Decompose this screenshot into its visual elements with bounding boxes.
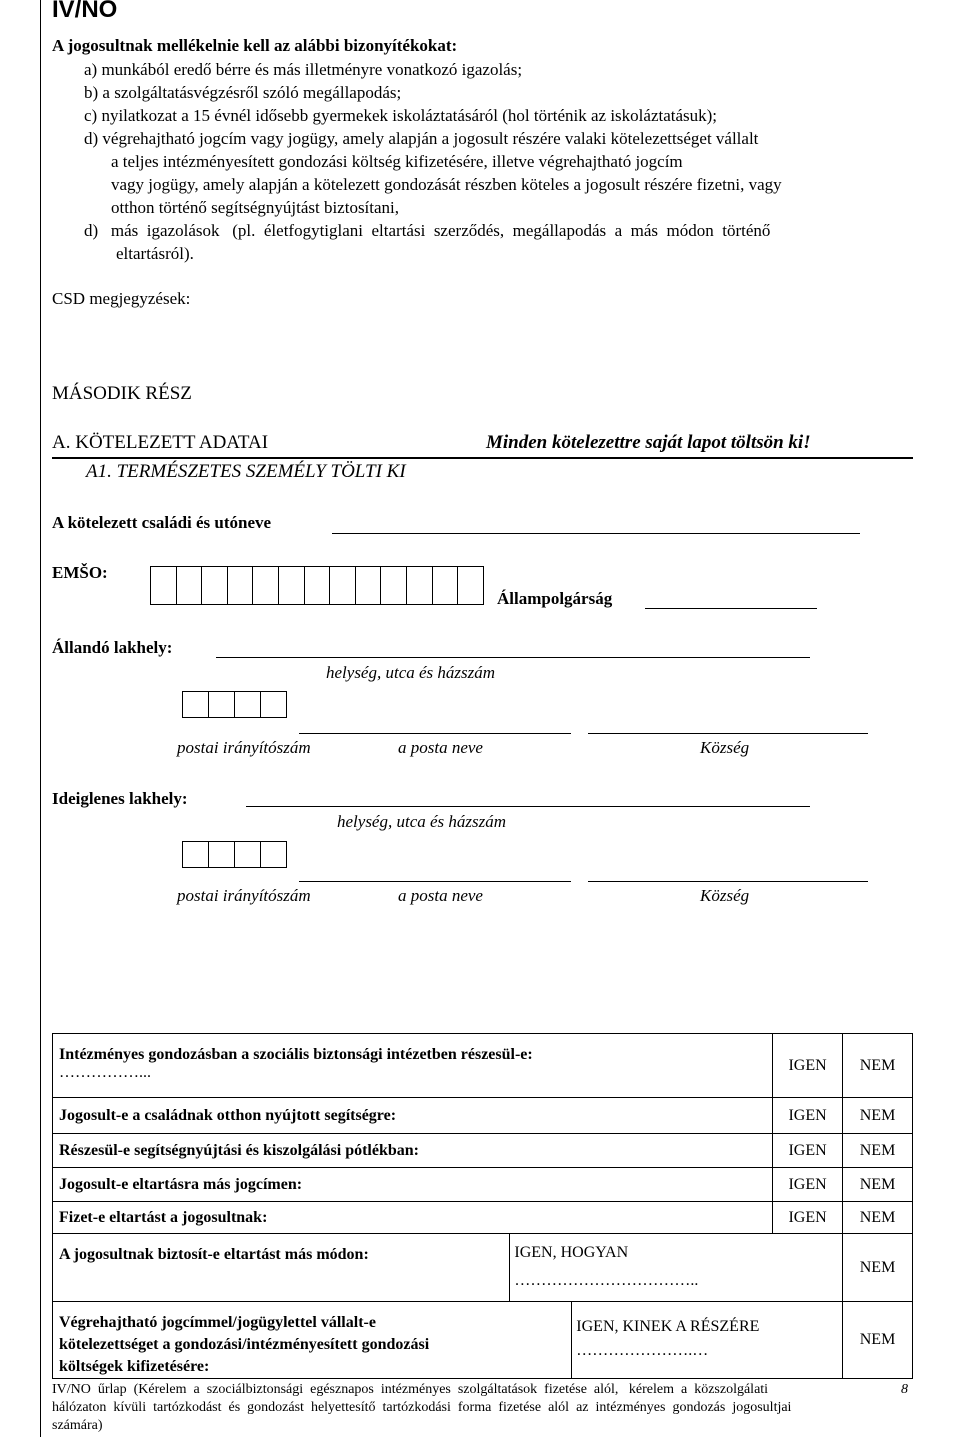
question-row-enforceable-title bbox=[53, 1302, 913, 1379]
section-a-title: A. KÖTELEZETT ADATAI bbox=[52, 432, 269, 453]
temporary-address-field[interactable] bbox=[246, 806, 810, 807]
evidence-item-b: b) a szolgáltatásvégzésről szóló megállapodás; bbox=[84, 83, 402, 102]
citizenship-field[interactable] bbox=[645, 608, 817, 609]
yes-option[interactable]: IGEN bbox=[773, 1168, 843, 1202]
temporary-municipality-caption: Község bbox=[700, 886, 750, 905]
emso-input-boxes[interactable] bbox=[150, 566, 484, 605]
question-row-maintenance-other-title bbox=[53, 1168, 913, 1202]
permanent-post-caption: a posta neve bbox=[398, 738, 483, 757]
permanent-post-name-field[interactable] bbox=[299, 733, 571, 734]
permanent-address-label: Állandó lakhely: bbox=[52, 638, 173, 657]
question-label-line3: költségek kifizetésére: bbox=[59, 1358, 210, 1375]
question-label-line1: Végrehajtható jogcímmel/jogügylettel vállalt-e bbox=[59, 1314, 376, 1331]
yes-whom-dots: ………………….… bbox=[576, 1342, 709, 1359]
evidence-item-a: a) munkából eredő bérre és más illetményre vonatkozó igazolás; bbox=[84, 60, 523, 79]
yes-option[interactable]: IGEN bbox=[773, 1098, 843, 1134]
citizenship-label: Állampolgárság bbox=[497, 589, 613, 608]
question-label: Jogosult-e a családnak otthon nyújtott segítségre: bbox=[53, 1098, 773, 1134]
question-label: Részesül-e segítségnyújtási és kiszolgálási pótlékban: bbox=[53, 1134, 773, 1168]
footer-line2: hálózaton kívüli tartózkodást és gondozást helyettesítő tartózkodási forma fizetése alól az intézményes gondozás jogosultjai bbox=[52, 1400, 792, 1415]
questions-table bbox=[52, 1033, 913, 1379]
temporary-zip-boxes[interactable] bbox=[182, 841, 287, 868]
question-label: Intézményes gondozásban a szociális biztonsági intézetben részesül-e: bbox=[59, 1046, 533, 1063]
question-dots: ……………... bbox=[59, 1064, 151, 1081]
permanent-address-field[interactable] bbox=[216, 657, 810, 658]
evidence-item-d-line3: vagy jogügy, amely alapján a kötelezett gondozását részben köteles a jogosult részére fizetni, vagy bbox=[111, 175, 782, 194]
obligor-name-label: A kötelezett családi és utóneve bbox=[52, 513, 272, 532]
csd-notes-label: CSD megjegyzések: bbox=[52, 289, 191, 308]
no-option[interactable]: NEM bbox=[843, 1202, 913, 1234]
permanent-municipality-caption: Község bbox=[700, 738, 750, 757]
evidence-item-other-line2: eltartásról). bbox=[116, 244, 194, 263]
question-label: A jogosultnak biztosít-e eltartást más módon: bbox=[53, 1234, 510, 1302]
evidence-item-c: c) nyilatkozat a 15 évnél idősebb gyermekek iskoláztatásáról (hol történik az iskoláztatásuk); bbox=[84, 106, 718, 125]
no-option[interactable]: NEM bbox=[843, 1168, 913, 1202]
temporary-address-caption: helység, utca és házszám bbox=[337, 812, 507, 831]
question-row-home-help bbox=[53, 1098, 913, 1134]
temporary-address-label: Ideiglenes lakhely: bbox=[52, 789, 188, 808]
no-option[interactable]: NEM bbox=[843, 1098, 913, 1134]
emso-label: EMŠO: bbox=[52, 563, 108, 582]
yes-option[interactable]: IGEN bbox=[773, 1202, 843, 1234]
evidence-item-d-line1: d) végrehajtható jogcím vagy jogügy, amely alapján a jogosult részére valaki kötelezettséget vállalt bbox=[84, 129, 759, 148]
evidence-title: A jogosultnak mellékelnie kell az alábbi bizonyítékokat: bbox=[52, 36, 458, 55]
temporary-post-name-field[interactable] bbox=[299, 881, 571, 882]
no-option[interactable]: NEM bbox=[843, 1134, 913, 1168]
evidence-item-other-line1: d) más igazolások (pl. életfogytiglani eltartási szerződés, megállapodás a más módon történő bbox=[84, 221, 771, 240]
question-label: Jogosult-e eltartásra más jogcímen: bbox=[53, 1168, 773, 1202]
temporary-zip-caption: postai irányítószám bbox=[177, 886, 311, 905]
yes-how-option[interactable]: IGEN, HOGYAN bbox=[514, 1244, 629, 1261]
section-a1-title: A1. TERMÉSZETES SZEMÉLY TÖLTI KI bbox=[86, 461, 406, 482]
permanent-zip-boxes[interactable] bbox=[182, 691, 287, 718]
question-row-assistance-allowance bbox=[53, 1134, 913, 1168]
question-row-maintenance-other-way bbox=[53, 1234, 913, 1302]
page-number: 8 bbox=[901, 1382, 908, 1397]
yes-option[interactable]: IGEN bbox=[773, 1134, 843, 1168]
section-a-underline bbox=[52, 457, 913, 459]
temporary-post-caption: a posta neve bbox=[398, 886, 483, 905]
yes-option[interactable]: IGEN bbox=[773, 1034, 843, 1098]
section-a-note: Minden kötelezettre saját lapot töltsön ki! bbox=[486, 432, 811, 453]
obligor-name-field[interactable] bbox=[332, 533, 860, 534]
yes-how-dots: …………………………….. bbox=[514, 1272, 699, 1289]
permanent-municipality-field[interactable] bbox=[588, 733, 868, 734]
permanent-address-caption: helység, utca és házszám bbox=[326, 663, 496, 682]
no-option[interactable]: NEM bbox=[843, 1234, 913, 1302]
temporary-municipality-field[interactable] bbox=[588, 881, 868, 882]
yes-whom-option[interactable]: IGEN, KINEK A RÉSZÉRE bbox=[576, 1318, 760, 1335]
evidence-item-d-line2: a teljes intézményesített gondozási költség kifizetésére, illetve végrehajtható jogcím bbox=[111, 152, 683, 171]
form-code-header: IV/NO bbox=[52, 0, 118, 23]
permanent-zip-caption: postai irányítószám bbox=[177, 738, 311, 757]
question-label-line2: kötelezettséget a gondozási/intézményesített gondozási bbox=[59, 1336, 430, 1353]
question-label: Fizet-e eltartást a jogosultnak: bbox=[53, 1202, 773, 1234]
question-row-institutional-care bbox=[53, 1034, 913, 1098]
no-option[interactable]: NEM bbox=[843, 1302, 913, 1379]
evidence-item-d-line4: otthon történő segítségnyújtást biztosítani, bbox=[111, 198, 400, 217]
no-option[interactable]: NEM bbox=[843, 1034, 913, 1098]
left-margin-rule bbox=[40, 0, 41, 1437]
question-row-pays-maintenance bbox=[53, 1202, 913, 1234]
part-two-title: MÁSODIK RÉSZ bbox=[52, 383, 192, 404]
footer-line3: számára) bbox=[52, 1418, 103, 1433]
footer-line1: IV/NO űrlap (Kérelem a szociálbiztonsági egésznapos intézményes szolgáltatások fizetése alól, kérelem a közszolgálati bbox=[52, 1382, 769, 1397]
